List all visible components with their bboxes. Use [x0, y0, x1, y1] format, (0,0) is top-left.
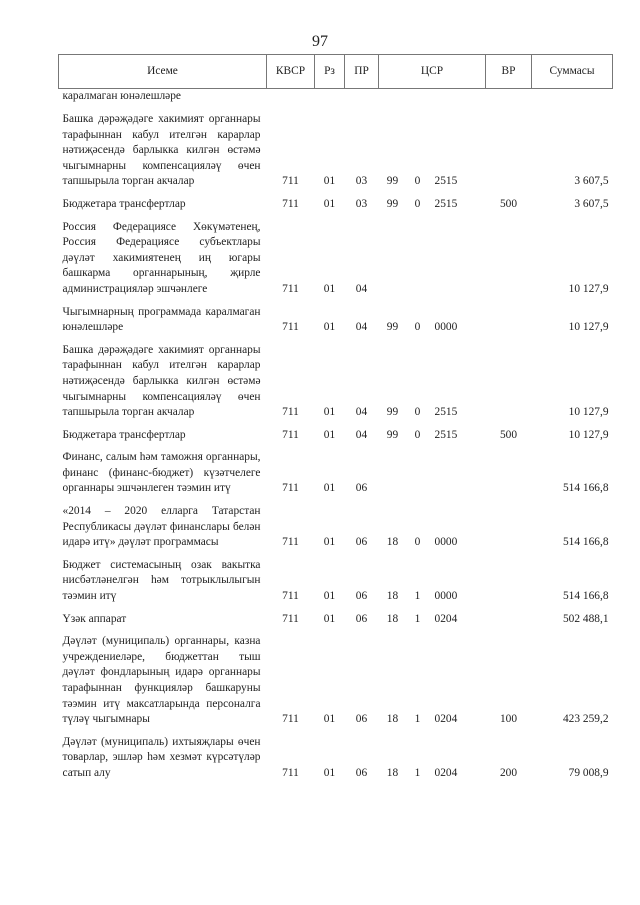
- row-vr: 500: [499, 197, 518, 210]
- row-spacer: [59, 336, 613, 343]
- row-spacer-cell: [59, 605, 613, 612]
- row-csr-code: 2515: [434, 197, 458, 210]
- row-csr-subprogram: 0: [414, 321, 421, 334]
- row-sum: 79 008,9: [568, 766, 609, 779]
- row-csr-subprogram: 1: [414, 612, 421, 625]
- row-spacer-cell: [59, 627, 613, 634]
- row-pr: 06: [355, 536, 368, 549]
- row-pr: 04: [355, 406, 368, 419]
- row-csr-subprogram: [407, 220, 429, 298]
- row-sum: 502 488,1: [562, 612, 609, 625]
- row-csr-program: 99: [386, 428, 399, 441]
- row-name: Башка дәрәҗәдәге хакимият органнары тарафыннан кабул ителгән карарлар нәтиҗәсендә барлыкка килгән өстәмә чыгымнарны компенсацияләү өчен тапшырыла торган акчалар: [62, 343, 261, 419]
- row-csr-program: 99: [386, 175, 399, 188]
- row-pr: 04: [355, 282, 368, 295]
- row-pr: 06: [355, 482, 368, 495]
- row-pr: 06: [355, 766, 368, 779]
- row-csr-subprogram: 1: [414, 713, 421, 726]
- row-rz: 01: [323, 175, 336, 188]
- row-rz: 01: [323, 482, 336, 495]
- row-vr: [486, 558, 532, 605]
- row-vr: [486, 305, 532, 336]
- row-sum: 3 607,5: [574, 175, 609, 188]
- header-name: Исеме: [59, 55, 267, 89]
- row-csr-program: [379, 450, 407, 497]
- row-csr-program: 18: [386, 713, 399, 726]
- row-csr-program: 99: [386, 406, 399, 419]
- row-spacer-cell: [59, 421, 613, 428]
- row-spacer-cell: [59, 443, 613, 450]
- row-spacer: [59, 551, 613, 558]
- row-rz: [315, 89, 345, 106]
- budget-table: [58, 54, 613, 782]
- row-sum: 423 259,2: [562, 713, 609, 726]
- row-csr-code: [429, 450, 486, 497]
- row-spacer: [59, 190, 613, 197]
- row-csr-subprogram: 0: [414, 428, 421, 441]
- row-csr-subprogram: 1: [414, 590, 421, 603]
- row-vr: [486, 612, 532, 628]
- row-name: Финанс, салым һәм таможня органнары, финанс (финанс-бюджет) күзәтчелеге органнары эшчәнлеген тәэмин итү: [62, 451, 261, 495]
- row-sum: 3 607,5: [574, 197, 609, 210]
- row-kvsr: 711: [282, 197, 299, 210]
- row-rz: 01: [323, 197, 336, 210]
- row-csr-code: [429, 89, 486, 106]
- row-name: Россия Федерациясе Хөкүмәтенең, Россия Федерациясе субъектлары дәүләт хакимиятенең иң югары башкарма органнарының, җирле администрацияләр эшчәнлеге: [62, 220, 261, 295]
- row-vr: [486, 89, 532, 106]
- table-row: [59, 112, 613, 190]
- row-name: Бюджет системасының озак вакытка нисбәтләнелгән һәм тотрыклылыгын тәэмин итү: [62, 558, 261, 603]
- row-pr: 04: [355, 321, 368, 334]
- row-vr: [486, 112, 532, 190]
- row-spacer: [59, 728, 613, 735]
- row-spacer: [59, 627, 613, 634]
- row-vr: 500: [499, 428, 518, 441]
- row-name: Дәүләт (муниципаль) органнары, казна учреждениеләре, бюджеттан тыш дәүләт фондларының идарә органнары тарафыннан функцияләр башкаруны тәэмин итү максатларында персоналга түләү чыгымнары: [62, 635, 261, 726]
- row-name: Башка дәрәҗәдәге хакимият органнары тарафыннан кабул ителгән карарлар нәтиҗәсендә барлыкка килгән өстәмә чыгымнарны компенсацияләү өчен тапшырыла торган акчалар: [62, 113, 261, 188]
- row-pr: [345, 89, 379, 106]
- row-sum: 514 166,8: [562, 482, 609, 495]
- row-spacer: [59, 298, 613, 305]
- row-kvsr: 711: [282, 766, 299, 779]
- table-row: [59, 735, 613, 782]
- row-rz: 01: [323, 590, 336, 603]
- table-row: [59, 612, 613, 628]
- row-rz: 01: [323, 428, 336, 441]
- row-sum: 514 166,8: [562, 590, 609, 603]
- row-kvsr: 711: [282, 590, 299, 603]
- row-vr: [486, 450, 532, 497]
- row-csr-code: 2515: [434, 175, 458, 188]
- row-csr-code: 2515: [434, 406, 458, 419]
- row-vr: 100: [499, 713, 518, 726]
- table-row: [59, 220, 613, 298]
- row-kvsr: 711: [282, 482, 299, 495]
- row-csr-program: [379, 220, 407, 298]
- header-csr: ЦСР: [379, 55, 486, 89]
- row-kvsr: 711: [282, 406, 299, 419]
- row-spacer-cell: [59, 190, 613, 197]
- row-sum: 10 127,9: [568, 428, 609, 441]
- row-csr-subprogram: 1: [414, 766, 421, 779]
- row-pr: 03: [355, 197, 368, 210]
- row-rz: 01: [323, 406, 336, 419]
- header-kvsr: КВСР: [267, 55, 315, 89]
- table-row: [59, 450, 613, 497]
- row-spacer: [59, 213, 613, 220]
- row-pr: 06: [355, 612, 368, 625]
- row-sum: 10 127,9: [568, 406, 609, 419]
- row-pr: 04: [355, 428, 368, 441]
- table-row: [59, 305, 613, 336]
- row-csr-subprogram: 0: [414, 197, 421, 210]
- row-csr-subprogram: 0: [414, 175, 421, 188]
- row-name: «2014 – 2020 елларга Татарстан Республикасы дәүләт финанслары белән идарә итү» дәүләт программасы: [62, 505, 261, 549]
- row-vr: [486, 504, 532, 551]
- row-csr-code: [429, 220, 486, 298]
- row-csr-subprogram: [407, 450, 429, 497]
- row-csr-code: 0000: [434, 321, 458, 334]
- row-spacer: [59, 105, 613, 112]
- header-vr: ВР: [486, 55, 532, 89]
- row-spacer-cell: [59, 213, 613, 220]
- row-name: Дәүләт (муниципаль) ихтыяҗлары өчен товарлар, эшләр һәм хезмәт күрсәтүләр сатып алу: [62, 735, 261, 779]
- row-sum: 10 127,9: [568, 321, 609, 334]
- header-rz: Рз: [315, 55, 345, 89]
- row-spacer-cell: [59, 728, 613, 735]
- row-pr: 06: [355, 590, 368, 603]
- row-csr-code: 0000: [434, 590, 458, 603]
- row-csr-program: 18: [386, 766, 399, 779]
- table-header-row: [59, 55, 613, 89]
- row-spacer-cell: [59, 298, 613, 305]
- row-name: Чыгымнарның программада каралмаган юнәлешләре: [62, 305, 261, 334]
- row-spacer: [59, 605, 613, 612]
- row-vr: 200: [499, 766, 518, 779]
- table-row: [59, 343, 613, 421]
- row-sum: 10 127,9: [568, 282, 609, 295]
- table-row: [59, 89, 613, 106]
- row-kvsr: 711: [282, 713, 299, 726]
- row-rz: 01: [323, 321, 336, 334]
- row-csr-code: 0000: [434, 536, 458, 549]
- row-csr-program: [379, 89, 407, 106]
- row-rz: 01: [323, 282, 336, 295]
- table-row: [59, 428, 613, 444]
- row-csr-code: 2515: [434, 428, 458, 441]
- row-kvsr: 711: [282, 428, 299, 441]
- row-spacer-cell: [59, 105, 613, 112]
- row-spacer-cell: [59, 497, 613, 504]
- table-row: [59, 634, 613, 728]
- row-csr-subprogram: 0: [414, 406, 421, 419]
- row-vr: [486, 343, 532, 421]
- row-kvsr: 711: [282, 175, 299, 188]
- table-row: [59, 504, 613, 551]
- row-kvsr: 711: [282, 536, 299, 549]
- row-pr: 06: [355, 713, 368, 726]
- row-sum: [532, 89, 613, 106]
- row-spacer-cell: [59, 551, 613, 558]
- row-rz: 01: [323, 766, 336, 779]
- header-sum: Суммасы: [532, 55, 613, 89]
- row-sum: 514 166,8: [562, 536, 609, 549]
- row-kvsr: [267, 89, 315, 106]
- row-csr-code: 0204: [434, 766, 458, 779]
- row-spacer: [59, 421, 613, 428]
- row-rz: 01: [323, 536, 336, 549]
- row-csr-program: 18: [386, 536, 399, 549]
- table-row: [59, 197, 613, 213]
- row-kvsr: 711: [282, 612, 299, 625]
- row-csr-code: 0204: [434, 612, 458, 625]
- row-spacer: [59, 443, 613, 450]
- row-csr-program: 99: [386, 197, 399, 210]
- row-rz: 01: [323, 713, 336, 726]
- row-kvsr: 711: [282, 282, 299, 295]
- row-csr-program: 18: [386, 612, 399, 625]
- page-number: 97: [312, 33, 328, 50]
- row-kvsr: 711: [282, 321, 299, 334]
- row-csr-program: 18: [386, 590, 399, 603]
- row-vr: [486, 220, 532, 298]
- row-rz: 01: [323, 612, 336, 625]
- row-csr-subprogram: [407, 89, 429, 106]
- row-name: Үзәк аппарат: [62, 612, 127, 625]
- row-name: каралмаган юнәлешләре: [62, 90, 181, 103]
- row-name: Бюджетара трансфертлар: [62, 197, 186, 210]
- row-csr-subprogram: 0: [414, 536, 421, 549]
- row-spacer-cell: [59, 336, 613, 343]
- row-name: Бюджетара трансфертлар: [62, 428, 186, 441]
- row-spacer: [59, 497, 613, 504]
- row-csr-code: 0204: [434, 713, 458, 726]
- row-pr: 03: [355, 175, 368, 188]
- table-row: [59, 558, 613, 605]
- row-csr-program: 99: [386, 321, 399, 334]
- header-pr: ПР: [345, 55, 379, 89]
